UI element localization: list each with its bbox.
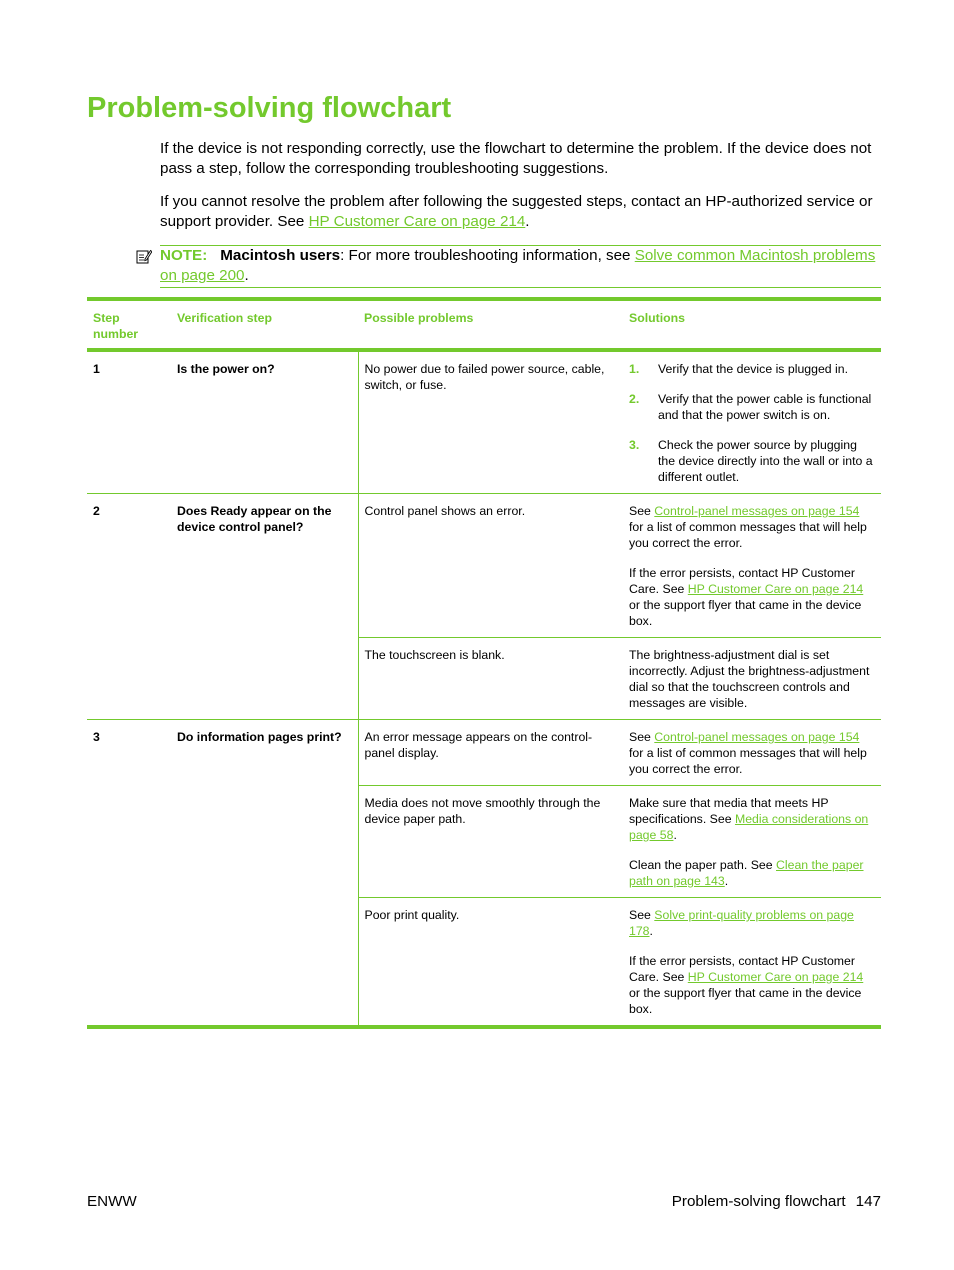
solution-cell: The brightness-adjustment dial is set incorrectly. Adjust the brightness-adjustment dial so that the touchscreen controls and messages are visible. [623, 638, 881, 720]
solution-text: . [673, 828, 677, 842]
footer-right [672, 1193, 881, 1210]
header-solutions: Solutions [623, 299, 881, 350]
verification-step: Do information pages print? [171, 720, 358, 1028]
media-considerations-link[interactable]: Media considerations on page 58 [629, 812, 869, 842]
solution-cell [623, 494, 881, 638]
clean-paper-path-link[interactable]: Clean the paper path on page 143 [629, 858, 864, 888]
intro-paragraph-1 [160, 139, 884, 179]
intro-text: If you cannot resolve the problem after following the suggested steps, contact an HP-authorized service or support provider. See [160, 193, 873, 230]
intro-paragraph-2 [160, 192, 884, 232]
solution-cell [623, 898, 881, 1028]
solution-text: for a list of common messages that will help you correct the error. [629, 520, 867, 550]
footer-left: ENWW [87, 1193, 137, 1210]
solution-text: or the support flyer that came in the device box. [629, 598, 862, 628]
solution-paragraph [629, 953, 875, 1017]
hp-customer-care-link[interactable]: HP Customer Care on page 214 [687, 970, 864, 984]
solution-paragraph [629, 729, 875, 777]
solution-paragraph [629, 795, 875, 843]
solution-paragraph [629, 857, 875, 889]
solve-print-quality-link[interactable]: Solve print-quality problems on page 178 [629, 908, 854, 938]
solution-cell [623, 720, 881, 786]
note-label: NOTE: [160, 247, 208, 264]
header-possible-problems: Possible problems [358, 299, 623, 350]
list-item [629, 437, 875, 485]
solution-text: for a list of common messages that will help you correct the error. [629, 746, 867, 776]
possible-problem: Poor print quality. [358, 898, 623, 1028]
solution-text: . [649, 924, 653, 938]
header-verification-step: Verification step [171, 299, 358, 350]
verification-step: Does Ready appear on the device control panel? [171, 494, 358, 720]
solution-text: See [629, 504, 655, 518]
solution-text: Make sure that media that meets HP specifications. See [629, 796, 829, 826]
verification-step: Is the power on? [171, 350, 358, 494]
step-number: 1 [87, 350, 171, 494]
step-number: 2 [87, 494, 171, 720]
list-item [629, 361, 875, 377]
solution-paragraph [629, 565, 875, 629]
list-number: 3. [629, 438, 640, 452]
intro-period: . [525, 213, 530, 230]
list-text: Verify that the power cable is functional and that the power switch is on. [658, 392, 872, 422]
possible-problem: An error message appears on the control-panel display. [358, 720, 623, 786]
table-row [87, 494, 881, 638]
footer-section-title: Problem-solving flowchart [671, 1193, 846, 1210]
list-number: 2. [629, 392, 640, 406]
solution-cell [623, 350, 881, 494]
solution-text: If the error persists, contact HP Customer Care. See [629, 566, 855, 596]
table-row [87, 350, 881, 494]
possible-problem: Control panel shows an error. [358, 494, 623, 638]
solution-paragraph [629, 907, 875, 939]
step-number: 3 [87, 720, 171, 1028]
hp-customer-care-link[interactable]: HP Customer Care on page 214 [687, 582, 864, 596]
solution-text: . [724, 874, 729, 888]
header-step-number: Step number [87, 299, 171, 350]
solution-paragraph [629, 503, 875, 551]
hp-customer-care-link[interactable]: HP Customer Care on page 214 [308, 213, 526, 230]
control-panel-messages-link[interactable]: Control-panel messages on page 154 [654, 730, 860, 744]
solution-text: See [629, 730, 655, 744]
solution-text: If the error persists, contact HP Customer Care. See [629, 954, 855, 984]
note-bold-text: Macintosh users [220, 247, 341, 264]
page-title: Problem-solving flowchart [87, 92, 452, 124]
note-text: : For more troubleshooting information, see [340, 247, 635, 264]
page-number: 147 [855, 1193, 881, 1210]
note-pencil-icon [136, 248, 152, 264]
list-text: Check the power source by plugging the device directly into the wall or into a different outlet. [658, 438, 873, 484]
list-number: 1. [629, 362, 640, 376]
flowchart-table [87, 297, 881, 1029]
solution-list [629, 361, 875, 485]
possible-problem: Media does not move smoothly through the device paper path. [358, 786, 623, 898]
control-panel-messages-link[interactable]: Control-panel messages on page 154 [654, 504, 860, 518]
possible-problem: The touchscreen is blank. [358, 638, 623, 720]
list-text: Verify that the device is plugged in. [658, 362, 849, 376]
note-box [160, 245, 881, 288]
solution-text: or the support flyer that came in the device box. [629, 986, 862, 1016]
intro-text: If the device is not responding correctly, use the flowchart to determine the problem. If the device does not pass a step, follow the corresponding troubleshooting suggestions. [160, 140, 872, 177]
solve-macintosh-problems-link[interactable]: Solve common Macintosh problems on page 200 [160, 247, 876, 284]
table-header-row [87, 299, 881, 350]
note-period: . [244, 267, 249, 284]
solution-text: Clean the paper path. See [629, 858, 776, 872]
table-row [87, 720, 881, 786]
solution-text: See [629, 908, 655, 922]
list-item [629, 391, 875, 423]
possible-problem: No power due to failed power source, cable, switch, or fuse. [358, 350, 623, 494]
solution-cell [623, 786, 881, 898]
